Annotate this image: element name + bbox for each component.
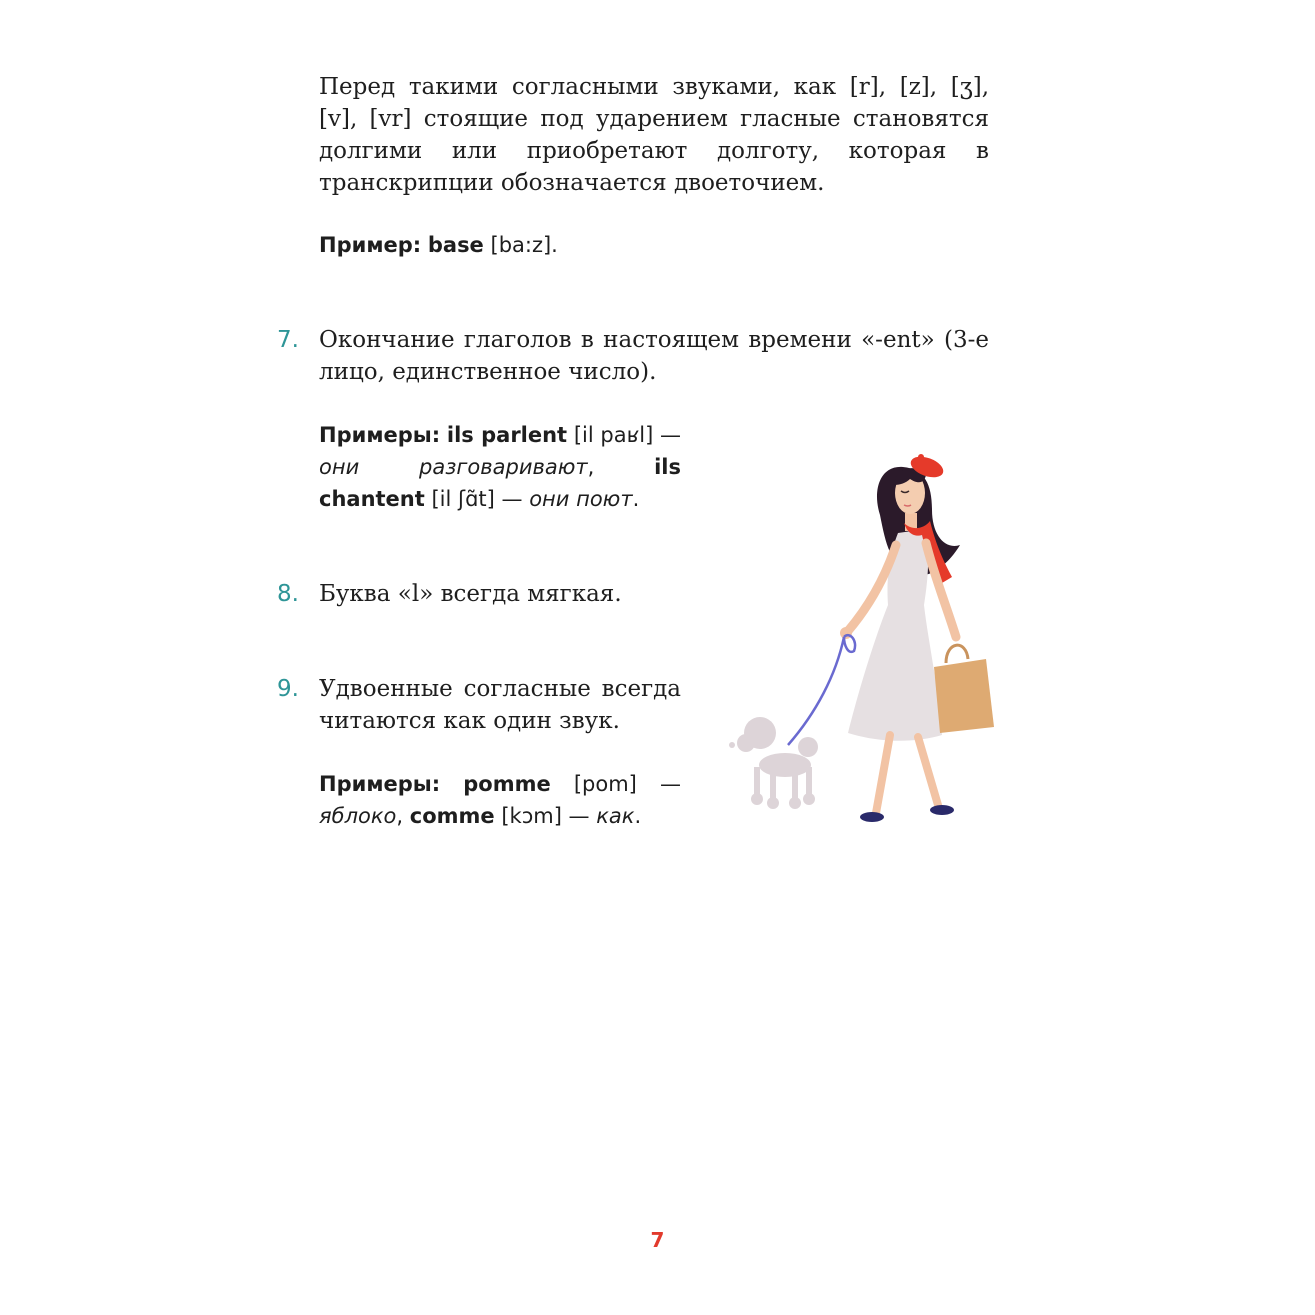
intro-text: Перед такими согласными звуками, как [r], [z], [ʒ], [v], [vr] стоящие под ударением гласные становятся долгими или приобретают долготу, которая в транскрипции обозначается двоеточием. (319, 74, 989, 196)
rule-7-example (319, 419, 681, 515)
shoe (930, 805, 954, 815)
intro-block (319, 71, 989, 199)
poodle (729, 717, 818, 809)
leg (876, 735, 890, 813)
woman-with-poodle-illustration (720, 445, 1010, 835)
example-label: Примеры: (319, 772, 441, 796)
example-separator: , (587, 455, 595, 479)
example-separator: , (396, 804, 404, 828)
example-word: ils chantent (319, 455, 681, 511)
example-translation: как (596, 804, 635, 828)
example-end: . (634, 804, 642, 828)
rule-7-text: Окончание глаголов в настоящем времени «-ent» (3-е лицо, единственное число). (319, 327, 989, 385)
rule-9-example (319, 768, 681, 832)
rule-7-block (319, 324, 989, 388)
example-word: ils parlent (446, 423, 568, 447)
example-translation: они разговаривают (319, 455, 588, 479)
example-word: base (427, 233, 484, 257)
example-translation: они поют (529, 487, 633, 511)
rule-8-text: Буква «l» всегда мягкая. (319, 581, 622, 607)
rule-8-block (319, 578, 681, 610)
rule-9-text: Удвоенные согласные всегда читаются как один звук. (319, 676, 681, 734)
rule-7-number: 7. (277, 327, 299, 353)
example-label: Пример: (319, 233, 422, 257)
example-transcription: [pom] — (573, 772, 681, 796)
example-word: pomme (463, 772, 551, 796)
rule-9-number: 9. (277, 676, 299, 702)
shopping-bag (934, 659, 994, 733)
page-number: 7 (650, 1228, 665, 1252)
intro-example (319, 229, 989, 261)
example-translation: яблоко (319, 804, 397, 828)
leg (918, 737, 938, 805)
shoe (860, 812, 884, 822)
leash (788, 637, 844, 745)
example-word: comme (409, 804, 495, 828)
rule-8-number: 8. (277, 581, 299, 607)
example-label: Примеры: (319, 423, 441, 447)
rule-9-block (319, 673, 681, 737)
example-transcription: [il ʃɑ̃t] — (431, 487, 523, 511)
example-transcription: [ba:z]. (490, 233, 558, 257)
example-transcription: [kɔm] — (501, 804, 590, 828)
example-end: . (632, 487, 640, 511)
example-transcription: [il paʁl] — (573, 423, 681, 447)
